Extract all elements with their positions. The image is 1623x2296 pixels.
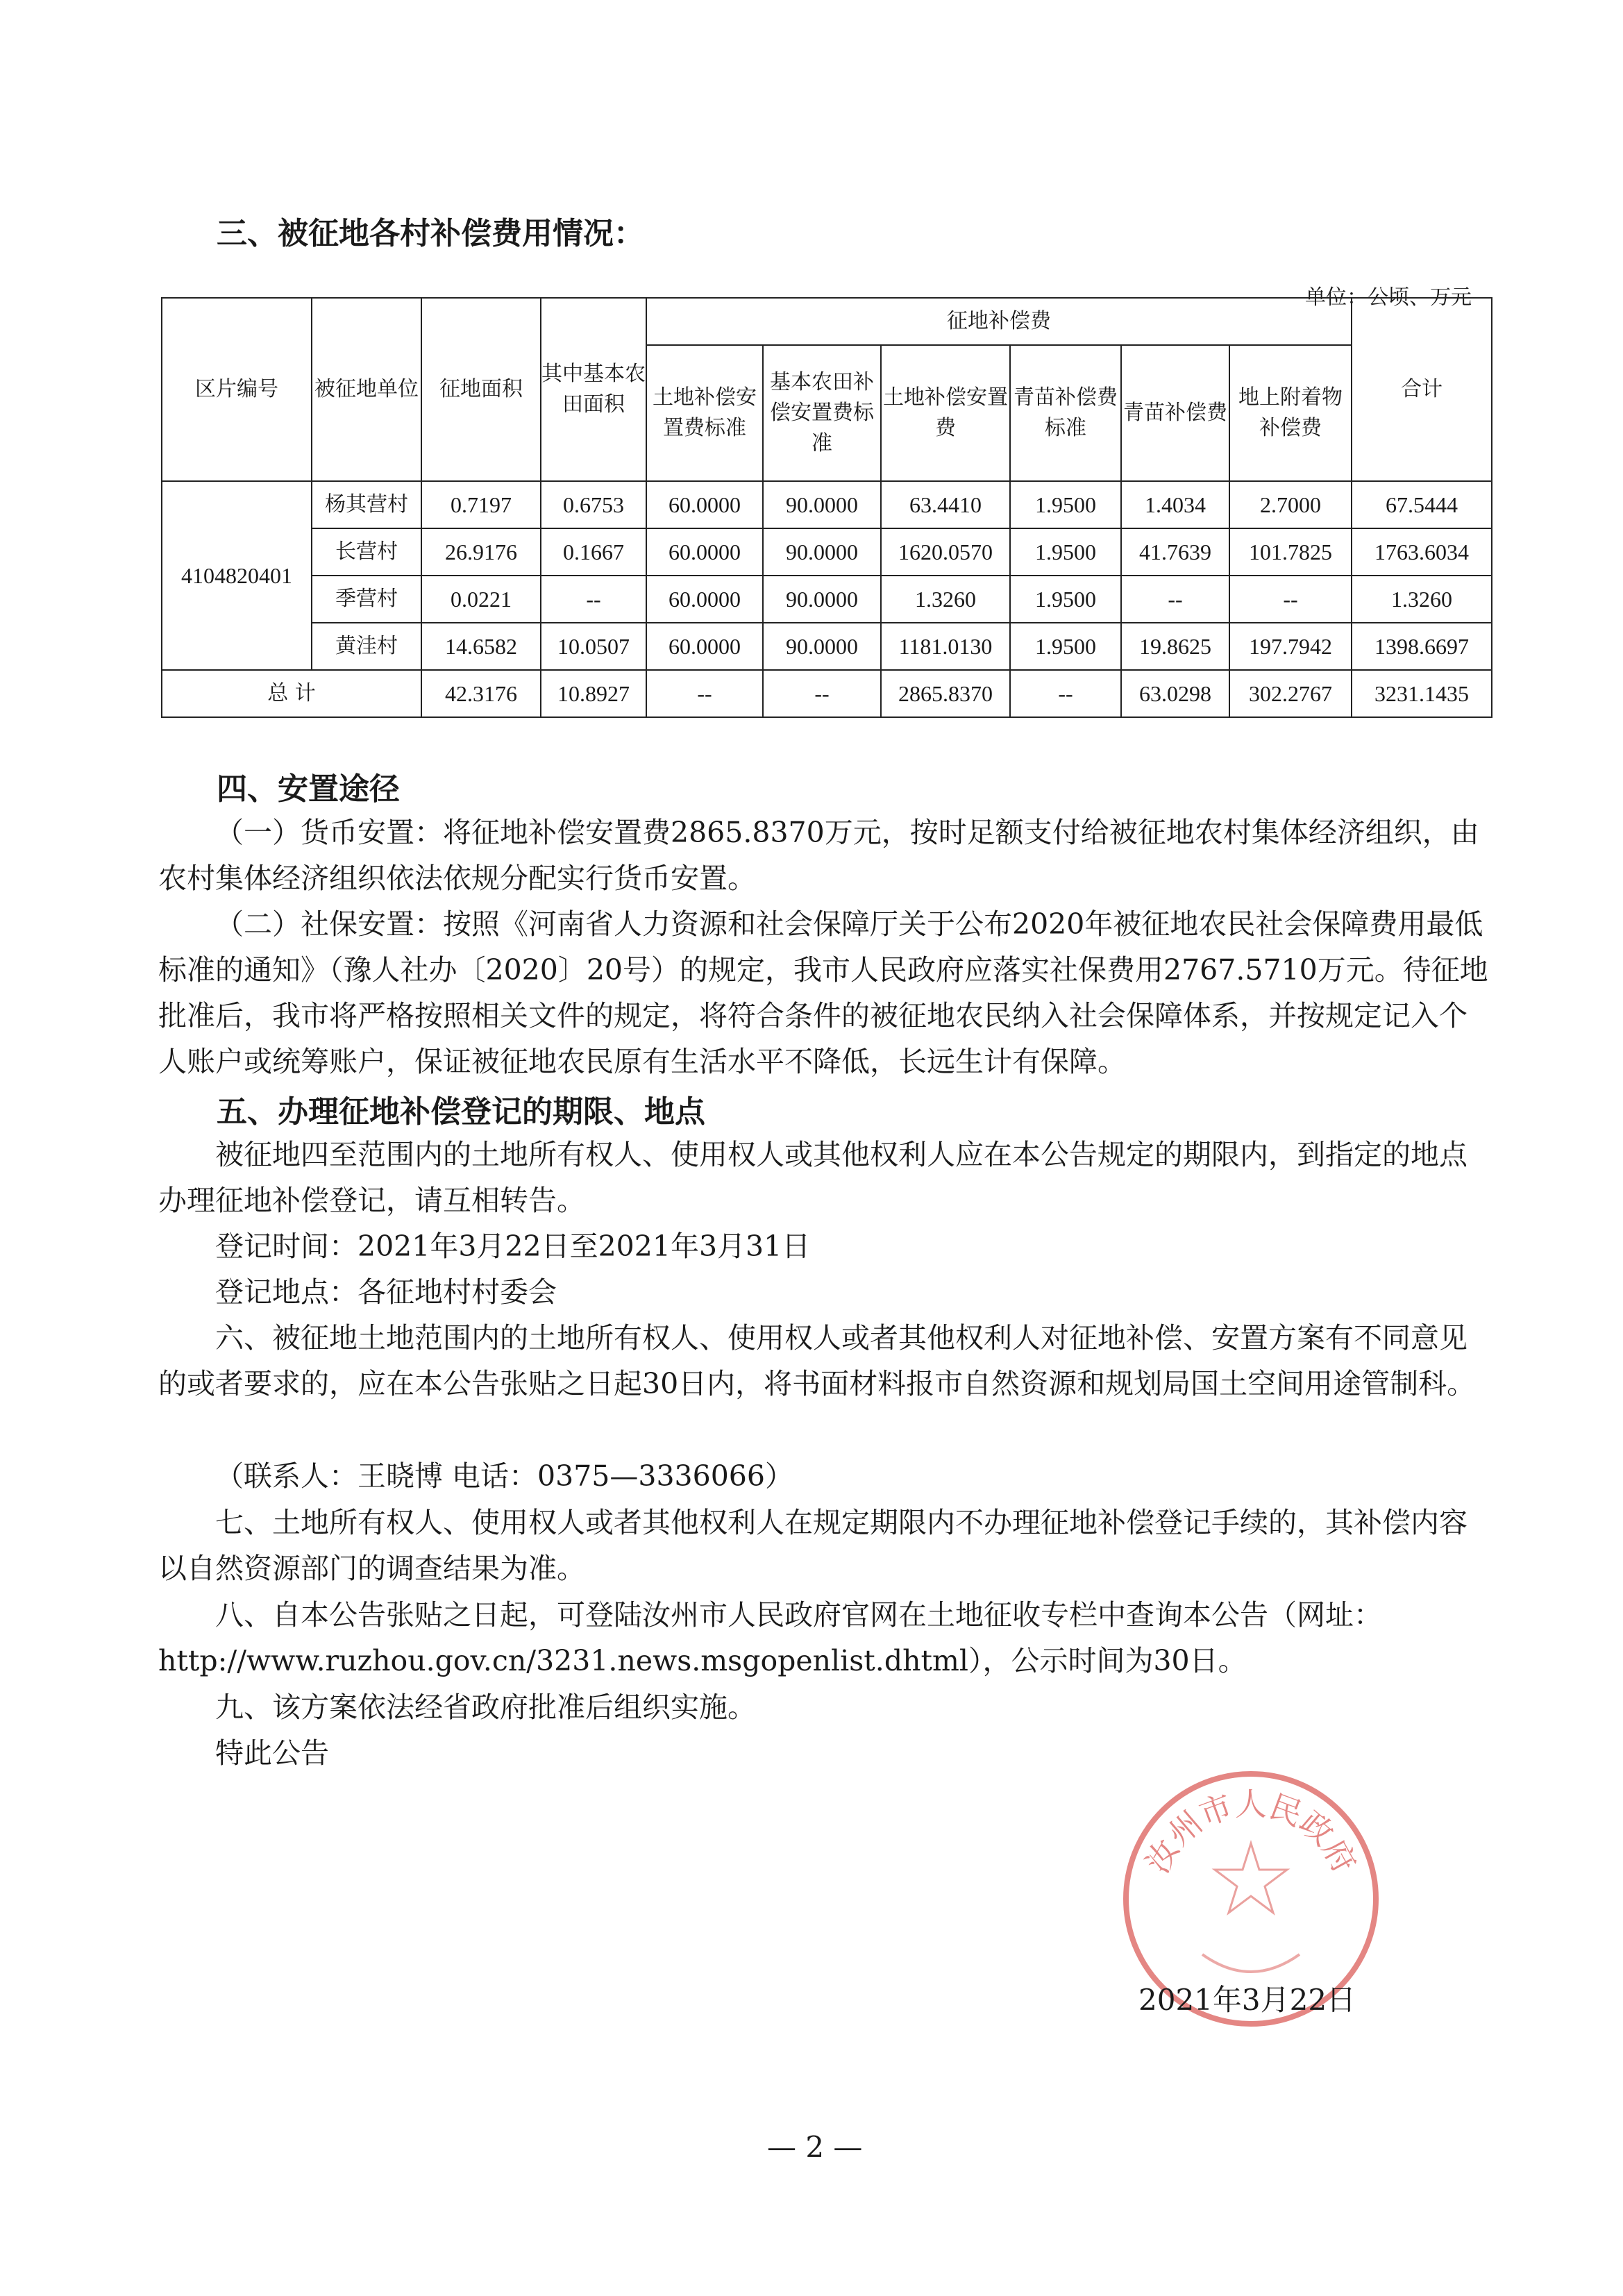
basic-std-cell: 90.0000 (763, 623, 881, 670)
basic-std-cell: 90.0000 (763, 576, 881, 623)
header-crop-std: 青苗补偿费标准 (1010, 345, 1121, 481)
land-fee-cell: 2865.8370 (881, 670, 1010, 717)
crop-fee-cell: 1.4034 (1121, 481, 1229, 528)
basic-std-cell: 90.0000 (763, 528, 881, 576)
header-crop-fee: 青苗补偿费 (1121, 345, 1229, 481)
paragraph-9 (158, 1684, 1491, 1730)
unit-label: 单位：公顷、万元 (1305, 285, 1472, 310)
total-row (162, 670, 1492, 717)
area-cell: 14.6582 (421, 623, 541, 670)
crop-fee-cell: 63.0298 (1121, 670, 1229, 717)
paragraph-4-1-text: （一）货币安置：将征地补偿安置费2865.8370万元，按时足额支付给被征地农村集体经济组织，由农村集体经济组织依法依规分配实行货币安置。 (158, 816, 1479, 895)
unit-name-cell: 季营村 (312, 576, 421, 623)
header-comp-group: 征地补偿费 (646, 298, 1352, 345)
paragraph-7-text: 七、土地所有权人、使用权人或者其他权利人在规定期限内不办理征地补偿登记手续的，其补偿内容以自然资源部门的调查结果为准。 (158, 1506, 1468, 1585)
contact-text: （联系人：王晓博 电话：0375—3336066） (215, 1459, 793, 1493)
paragraph-8 (158, 1592, 1491, 1684)
table-row (162, 528, 1492, 576)
total-cell: 67.5444 (1352, 481, 1492, 528)
area-cell: 0.0221 (421, 576, 541, 623)
paragraph-4-2 (158, 901, 1491, 1084)
total-label: 总 计 (162, 670, 421, 717)
header-land-std: 土地补偿安置费标准 (646, 345, 763, 481)
header-attach-fee: 地上附着物补偿费 (1229, 345, 1352, 481)
paragraph-5-3 (158, 1269, 1491, 1315)
land-std-cell: -- (646, 670, 763, 717)
seal-emblem (1202, 1954, 1300, 1972)
section-4-title: 四、安置途径 (217, 771, 400, 807)
basic-area-cell: 0.1667 (541, 528, 646, 576)
attach-fee-cell: 197.7942 (1229, 623, 1352, 670)
paragraph-5-2 (158, 1223, 1491, 1269)
land-fee-cell: 1181.0130 (881, 623, 1010, 670)
land-std-cell: 60.0000 (646, 481, 763, 528)
basic-area-cell: 10.8927 (541, 670, 646, 717)
header-basic-std: 基本农田补偿安置费标准 (763, 345, 881, 481)
basic-area-cell: 0.6753 (541, 481, 646, 528)
unit-name-cell: 长营村 (312, 528, 421, 576)
land-fee-cell: 1.3260 (881, 576, 1010, 623)
table-row (162, 576, 1492, 623)
table-row (162, 623, 1492, 670)
attach-fee-cell: 101.7825 (1229, 528, 1352, 576)
signing-date: 2021年3月22日 (1138, 1983, 1356, 2017)
table-row (162, 481, 1492, 528)
crop-std-cell: 1.9500 (1010, 576, 1121, 623)
land-std-cell: 60.0000 (646, 576, 763, 623)
paragraph-5-1-text: 被征地四至范围内的土地所有权人、使用权人或其他权利人应在本公告规定的期限内，到指定的地点办理征地补偿登记，请互相转告。 (158, 1138, 1468, 1217)
crop-std-cell: 1.9500 (1010, 528, 1121, 576)
header-basic-area: 其中基本农田面积 (541, 298, 646, 481)
crop-std-cell: 1.9500 (1010, 623, 1121, 670)
header-total: 合计 (1352, 298, 1492, 481)
total-cell: 3231.1435 (1352, 670, 1492, 717)
basic-area-cell: -- (541, 576, 646, 623)
area-cell: 0.7197 (421, 481, 541, 528)
crop-fee-cell: -- (1121, 576, 1229, 623)
attach-fee-cell: 2.7000 (1229, 481, 1352, 528)
total-cell: 1398.6697 (1352, 623, 1492, 670)
total-cell: 1.3260 (1352, 576, 1492, 623)
paragraph-5-3-text: 登记地点：各征地村村委会 (215, 1275, 557, 1309)
attach-fee-cell: 302.2767 (1229, 670, 1352, 717)
land-std-cell: 60.0000 (646, 623, 763, 670)
paragraph-6-text: 六、被征地土地范围内的土地所有权人、使用权人或者其他权利人对征地补偿、安置方案有不同意见的或者要求的，应在本公告张贴之日起30日内，将书面材料报市自然资源和规划局国土空间用途管制科。 (158, 1321, 1476, 1400)
header-area: 征地面积 (421, 298, 541, 481)
paragraph-6 (158, 1315, 1491, 1407)
area-cell: 42.3176 (421, 670, 541, 717)
compensation-table (161, 297, 1492, 718)
attach-fee-cell: -- (1229, 576, 1352, 623)
paragraph-6-contact (158, 1453, 1491, 1499)
header-land-fee: 土地补偿安置费 (881, 345, 1010, 481)
land-std-cell: 60.0000 (646, 528, 763, 576)
header-unit: 被征地单位 (312, 298, 421, 481)
unit-name-cell: 杨其营村 (312, 481, 421, 528)
section-5-title: 五、办理征地补偿登记的期限、地点 (217, 1094, 705, 1130)
paragraph-9-text: 九、该方案依法经省政府批准后组织实施。 (215, 1691, 756, 1724)
paragraph-4-2-text: （二）社保安置：按照《河南省人力资源和社会保障厅关于公布2020年被征地农民社会保障费用最低标准的通知》（豫人社办〔2020〕20号）的规定，我市人民政府应落实社保费用2767.5710万元。待征地批准后，我市将严格按照相关文件的规定，将符合条件的被征地农民纳入社会保障体系，并按规定记入个人账户或统筹账户，保证被征地农民原有生活水平不降低，长远生计有保障。 (158, 907, 1488, 1078)
seal-star (1215, 1843, 1287, 1913)
section-3-title: 三、被征地各村补偿费用情况： (217, 216, 644, 251)
land-fee-cell: 1620.0570 (881, 528, 1010, 576)
total-cell: 1763.6034 (1352, 528, 1492, 576)
paragraph-4-1 (158, 810, 1491, 901)
basic-std-cell: 90.0000 (763, 481, 881, 528)
closing-text: 特此公告 (215, 1736, 329, 1770)
crop-std-cell: 1.9500 (1010, 481, 1121, 528)
area-cell: 26.9176 (421, 528, 541, 576)
seal-text: 汝州市人民政府 (1138, 1785, 1364, 1879)
unit-name-cell: 黄洼村 (312, 623, 421, 670)
block-no-cell: 4104820401 (162, 481, 312, 670)
page-number: — 2 — (767, 2130, 863, 2164)
paragraph-5-2-text: 登记时间：2021年3月22日至2021年3月31日 (215, 1230, 811, 1263)
paragraph-8-text: 八、自本公告张贴之日起，可登陆汝州市人民政府官网在土地征收专栏中查询本公告（网址：http://www.ruzhou.gov.cn/3231.news.msgopenlist.dhtml），公示时间为30日。 (158, 1598, 1382, 1677)
paragraph-5-1 (158, 1132, 1491, 1223)
crop-fee-cell: 41.7639 (1121, 528, 1229, 576)
crop-fee-cell: 19.8625 (1121, 623, 1229, 670)
land-fee-cell: 63.4410 (881, 481, 1010, 528)
basic-std-cell: -- (763, 670, 881, 717)
header-block-no: 区片编号 (162, 298, 312, 481)
paragraph-7 (158, 1500, 1491, 1591)
crop-std-cell: -- (1010, 670, 1121, 717)
basic-area-cell: 10.0507 (541, 623, 646, 670)
